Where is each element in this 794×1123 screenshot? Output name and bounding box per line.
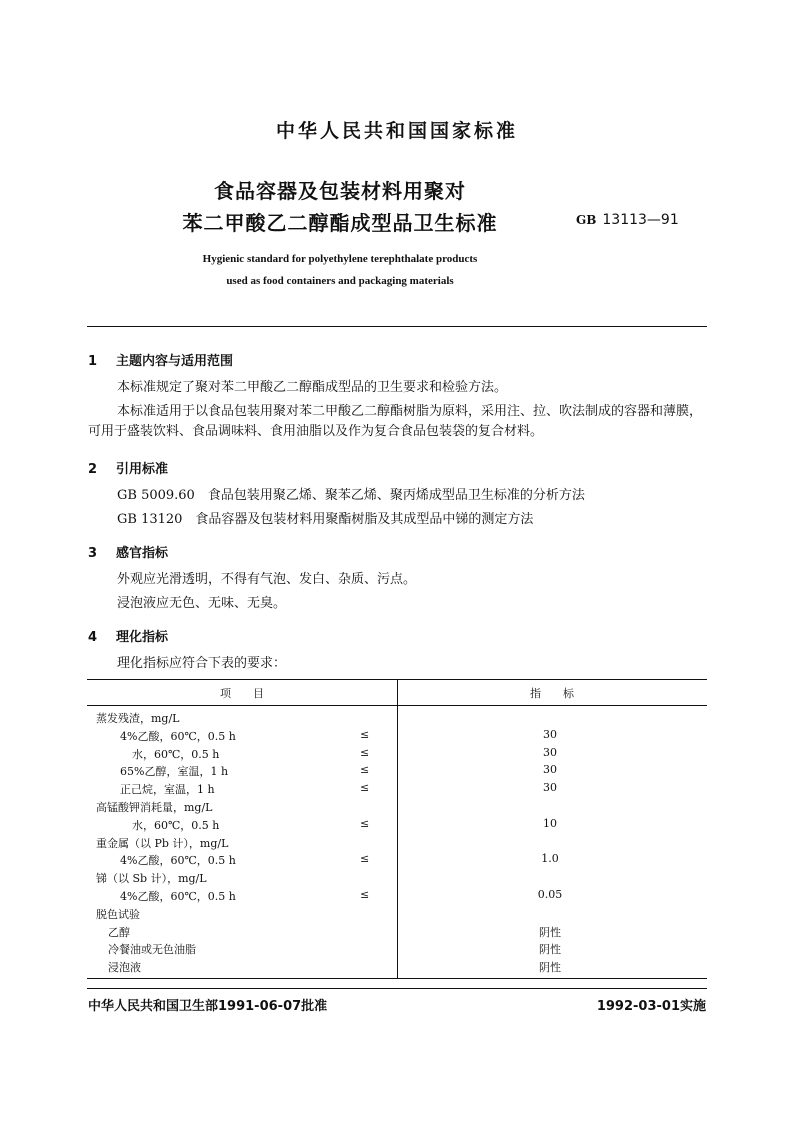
paragraph: 浸泡液应无色、无味、无臭。 [117,596,287,611]
table-row-value: 阴性 [539,961,561,975]
section-number: 3 [88,546,98,561]
section-number: 1 [88,354,98,369]
table-row-item: 乙醇 [108,925,130,939]
section-3-heading [88,542,168,561]
section-title: 引用标准 [116,462,169,477]
approval-date: 中华人民共和国卫生部1991-06-07批准 [88,999,328,1014]
english-title-line-1: Hygienic standard for polyethylene terephthalate products [202,253,478,265]
table-row-item: 水，60℃，0.5 h [132,818,220,832]
table-row-operator: ≤ [360,763,370,777]
section-4-heading [88,626,168,645]
table-header-value: 指 标 [530,687,574,700]
section-title: 主题内容与适用范围 [116,354,234,369]
table-row-value: 30 [543,781,557,795]
title-divider [87,326,707,327]
table-row-item: 高锰酸钾消耗量，mg/L [96,801,213,814]
section-title: 感官指标 [116,546,169,561]
table-row-value: 30 [543,745,557,759]
table-bottom-border [87,978,707,979]
section-number: 2 [88,462,98,477]
section-number: 4 [88,630,98,645]
table-row-value: 30 [543,763,557,777]
table-row-item: 65%乙醇，室温，1 h [120,765,229,779]
table-row-item: 水，60℃，0.5 h [132,747,220,761]
table-row-value: 阴性 [539,925,561,939]
table-row-item: 4%乙酸，60℃，0.5 h [120,854,236,868]
table-row-operator: ≤ [360,745,370,759]
table-row-item: 蒸发残渣，mg/L [96,712,180,725]
table-row-item: 4%乙酸，60℃，0.5 h [120,890,236,903]
table-row-item: 重金属（以 Pb 计），mg/L [96,836,229,850]
paragraph: 外观应光滑透明，不得有气泡、发白、杂质、污点。 [117,572,417,587]
table-row-value: 1.0 [541,852,559,866]
reference-item: GB 5009.60 食品包装用聚乙烯、聚苯乙烯、聚丙烯成型品卫生标准的分析方法 [117,488,585,503]
section-2-heading [88,458,168,477]
paragraph: 本标准规定了聚对苯二甲酸乙二醇酯成型品的卫生要求和检验方法。 [117,380,508,395]
standard-code-number: 13113—91 [602,212,679,228]
table-row-operator: ≤ [360,816,370,830]
table-row-item: 脱色试验 [96,907,140,921]
table-row-operator: ≤ [360,727,370,741]
table-row-value: 阴性 [539,943,561,957]
table-row-item: 4%乙酸，60℃，0.5 h [120,729,236,743]
table-row-item: 浸泡液 [108,961,141,975]
paragraph: 理化指标应符合下表的要求： [117,656,287,671]
document-title-line-2: 苯二甲酸乙二醇酯成型品卫生标准 [182,211,498,235]
paragraph: 本标准适用于以食品包装用聚对苯二甲酸乙二醇酯树脂为原料，采用注、拉、吹法制成的容器和薄膜，可用于盛装饮料、食品调味料、食用油脂以及作为复合食品包装袋的复合材料。 [88,404,703,439]
table-row-item: 冷餐油或无色油脂 [108,943,196,957]
table-row-item: 锑（以 Sb 计），mg/L [96,872,207,886]
table-row-operator: ≤ [360,781,370,795]
footer-divider [87,988,707,989]
table-row-value: 30 [543,727,557,741]
implementation-date: 1992-03-01实施 [596,999,706,1014]
document-title-line-1: 食品容器及包装材料用聚对 [214,179,466,203]
table-row-operator: ≤ [360,852,370,866]
table-row-value: 0.05 [537,888,563,901]
standard-header: 中华人民共和国国家标准 [275,120,518,142]
reference-item: GB 13120 食品容器及包装材料用聚酯树脂及其成型品中锑的测定方法 [117,512,534,527]
table-row-operator: ≤ [360,888,370,901]
table-header-item: 项 目 [220,687,264,700]
english-title-line-2: used as food containers and packaging materials [226,275,454,287]
section-title: 理化指标 [116,630,169,645]
standard-code-prefix: GB [576,213,597,227]
table-row-value: 10 [543,816,557,830]
table-column-divider [397,679,398,978]
section-1-heading [88,350,233,369]
table-row-item: 正己烷，室温，1 h [120,783,215,797]
standard-code [576,212,679,228]
